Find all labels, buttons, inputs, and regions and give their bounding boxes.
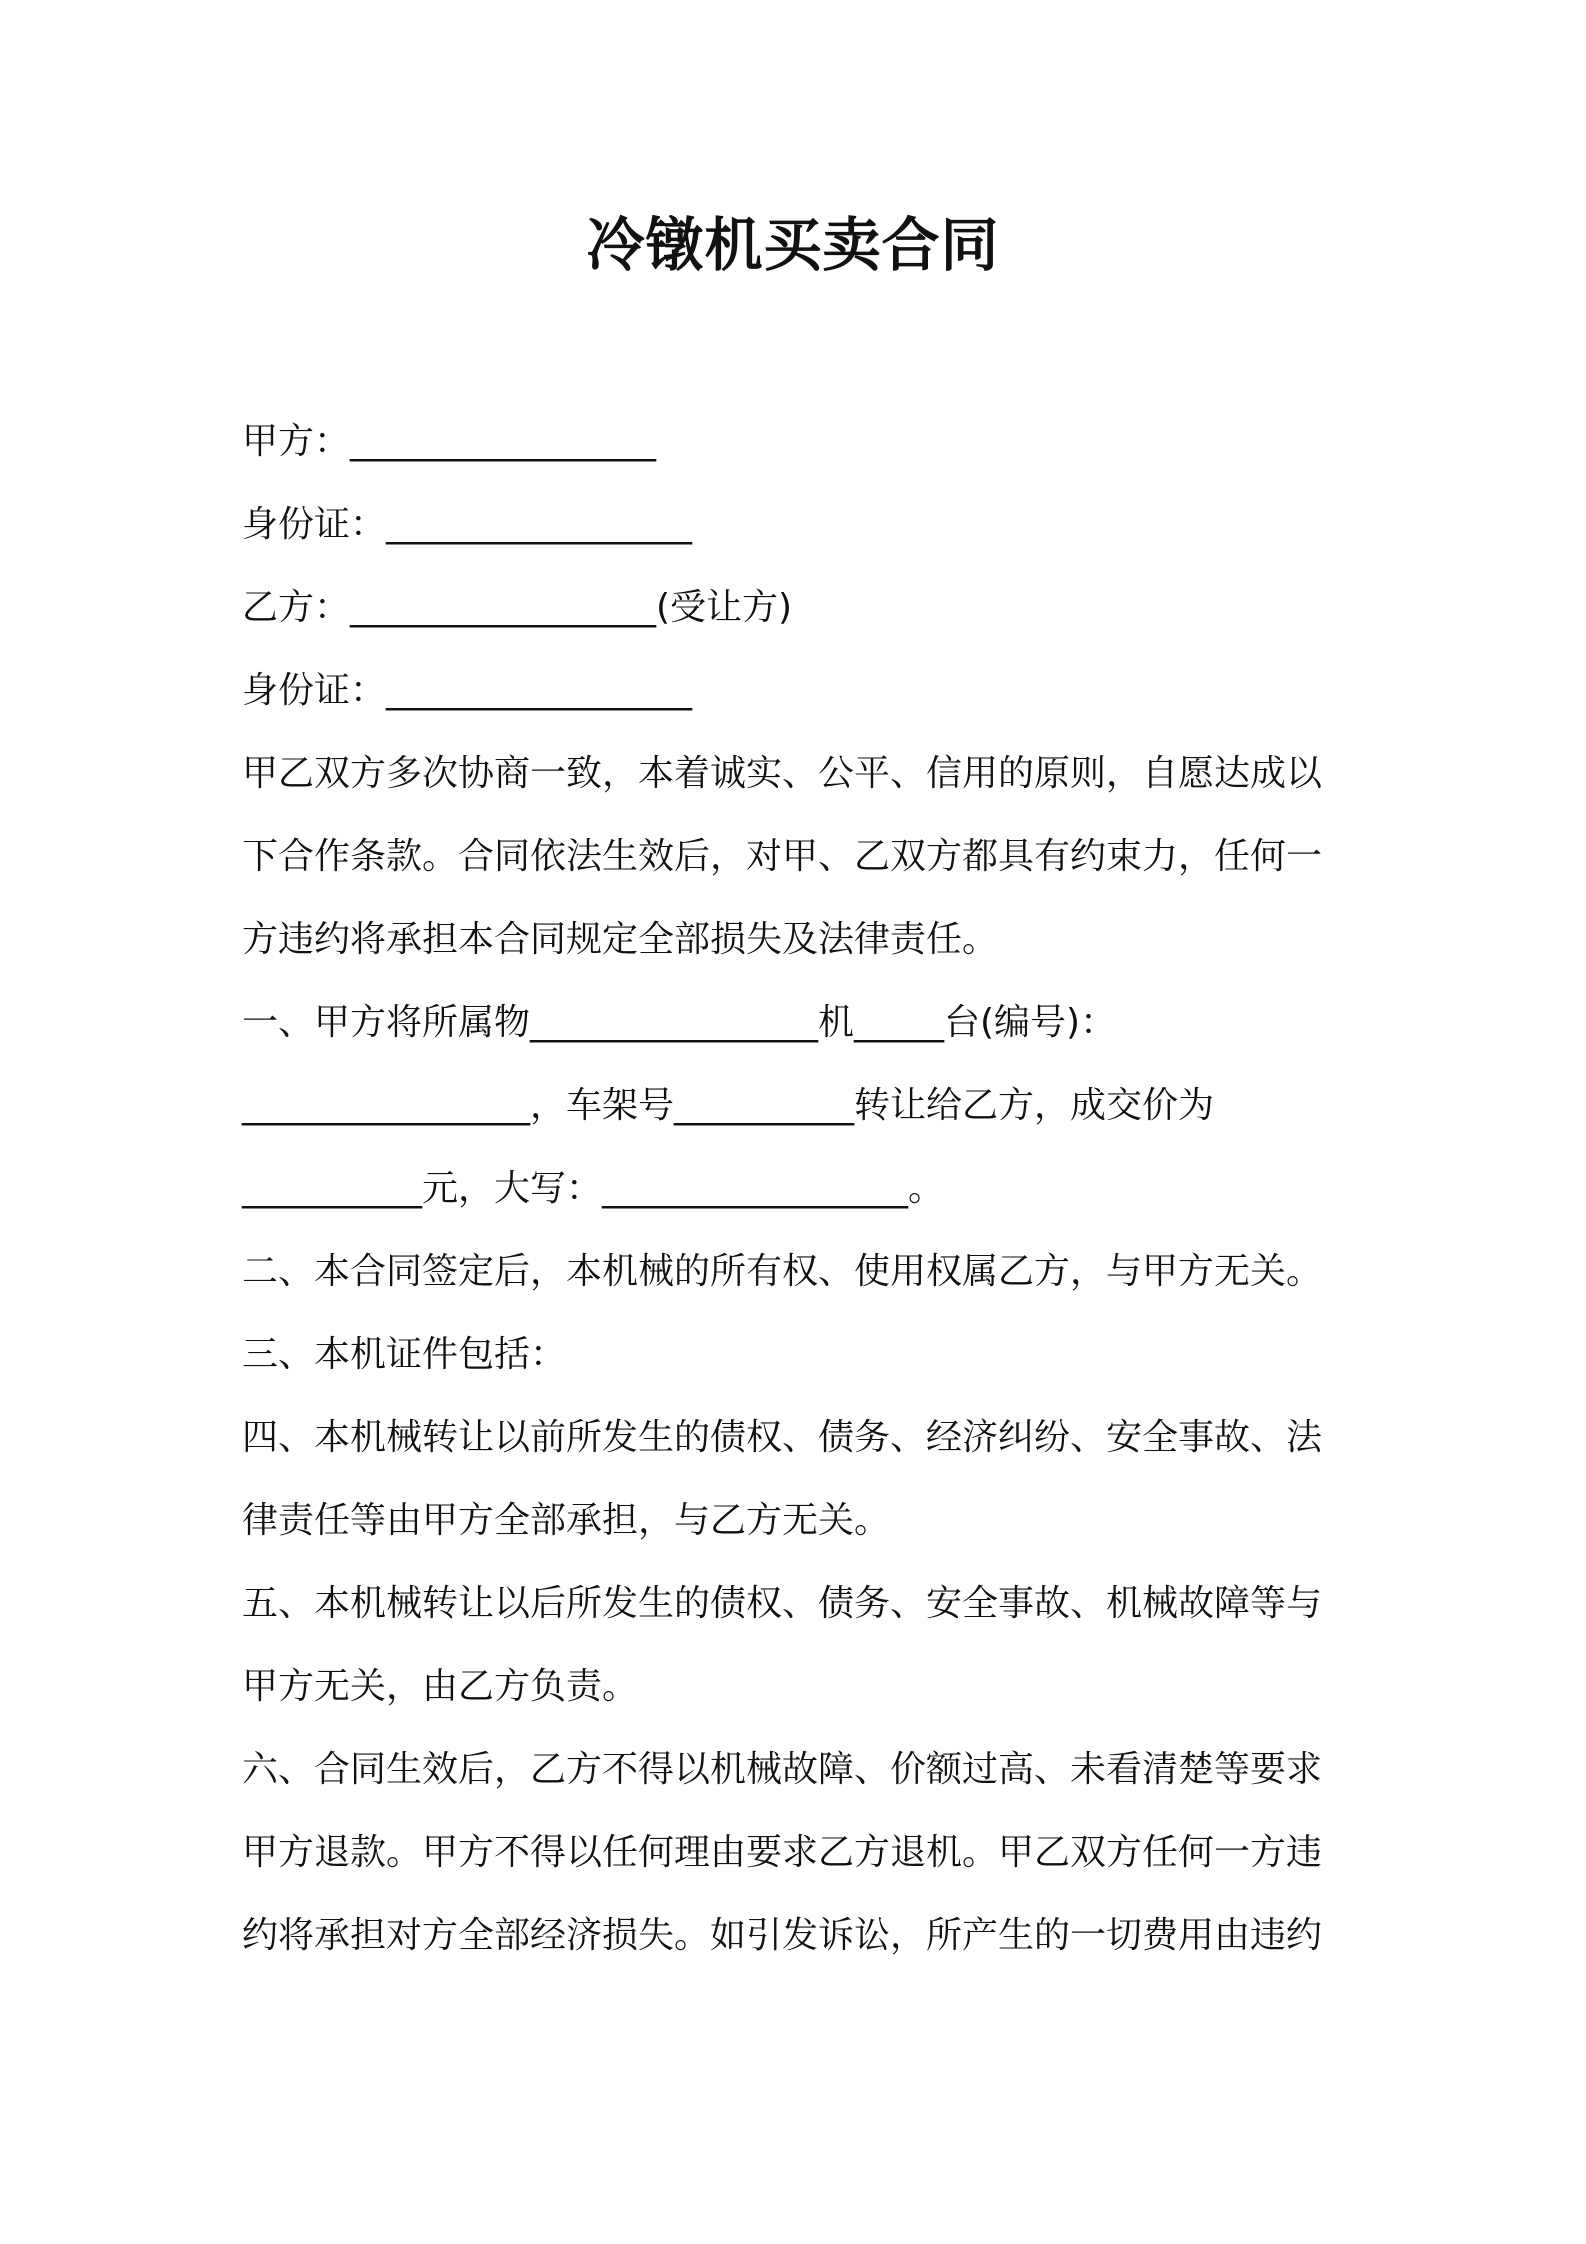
preamble-line-1: 甲乙双方多次协商一致，本着诚实、公平、信用的原则，自愿达成以 bbox=[242, 753, 1323, 794]
clause-1-line-2: ________________，车架号__________转让给乙方，成交价为 bbox=[242, 1085, 1215, 1126]
clause-3-line-1: 三、本机证件包括： bbox=[242, 1334, 567, 1375]
clause-2-line-1: 二、本合同签定后，本机械的所有权、使用权属乙方，与甲方无关。 bbox=[242, 1251, 1323, 1292]
clause-6-line-2: 甲方退款。甲方不得以任何理由要求乙方退机。甲乙双方任何一方违 bbox=[242, 1832, 1323, 1873]
party-a-line: 甲方：_________________ bbox=[242, 421, 657, 462]
clause-6-line-3: 约将承担对方全部经济损失。如引发诉讼，所产生的一切费用由违约 bbox=[242, 1915, 1323, 1956]
party-b-line: 乙方：_________________(受让方) bbox=[242, 587, 793, 628]
clause-4-line-2: 律责任等由甲方全部承担，与乙方无关。 bbox=[242, 1500, 891, 1541]
clause-1-line-1: 一、甲方将所属物________________机_____台(编号)： bbox=[242, 1002, 1117, 1043]
preamble-line-3: 方违约将承担本合同规定全部损失及法律责任。 bbox=[242, 919, 999, 960]
clause-5-line-2: 甲方无关，由乙方负责。 bbox=[242, 1666, 639, 1707]
clause-6-line-1: 六、合同生效后，乙方不得以机械故障、价额过高、未看清楚等要求 bbox=[242, 1749, 1323, 1790]
clause-4-line-1: 四、本机械转让以前所发生的债权、债务、经济纠纷、安全事故、法 bbox=[242, 1417, 1323, 1458]
clause-5-line-1: 五、本机械转让以后所发生的债权、债务、安全事故、机械故障等与 bbox=[242, 1583, 1323, 1624]
preamble-line-2: 下合作条款。合同依法生效后，对甲、乙双方都具有约束力，任何一 bbox=[242, 836, 1323, 877]
contract-body bbox=[242, 400, 1362, 1977]
clause-1-line-3: __________元，大写：_________________。 bbox=[242, 1168, 945, 1209]
party-b-id-line: 身份证：_________________ bbox=[242, 670, 693, 711]
party-a-id-line: 身份证：_________________ bbox=[242, 504, 693, 545]
document-title: 冷镦机买卖合同 bbox=[586, 211, 1000, 279]
